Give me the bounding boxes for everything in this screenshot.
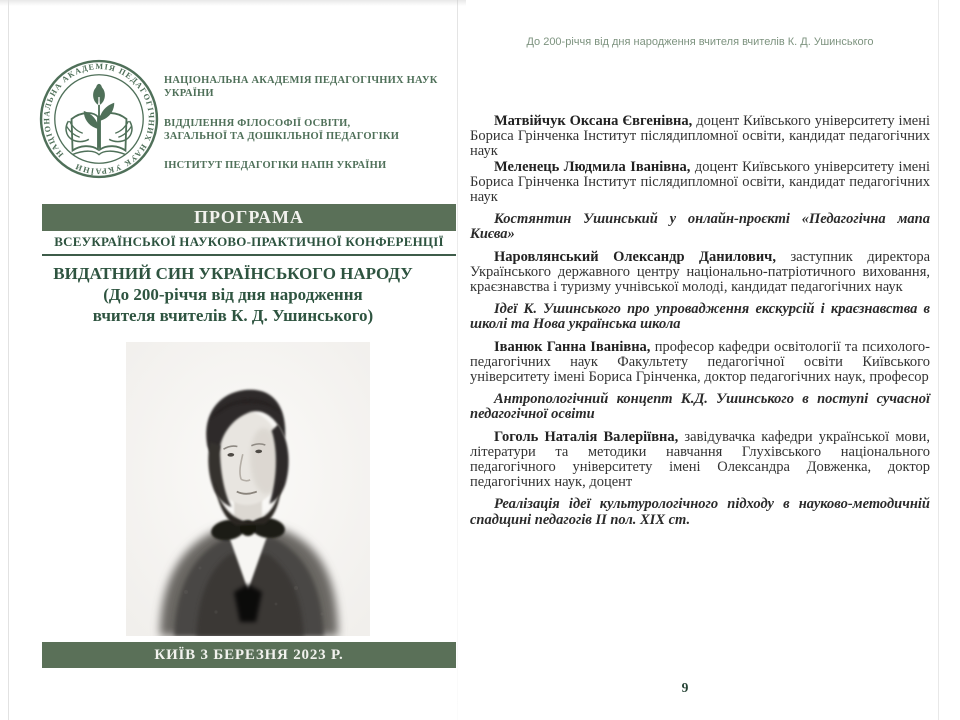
divider-rule	[42, 254, 456, 256]
speaker-entry: Гоголь Наталія Валеріївна, завідувачка кафедри української мови, літератури та методики навчання Глухівського національного педагогічного університету імені Олександра Довженка, доктор педагогічних наук, доцент	[470, 428, 930, 491]
speaker-name: Іванюк Ганна Іванівна,	[494, 338, 651, 355]
napn-seal-icon	[38, 58, 160, 180]
org-department	[164, 117, 440, 143]
date-banner: КИЇВ 3 БЕРЕЗНЯ 2023 Р.	[42, 642, 456, 668]
entries-list	[470, 114, 930, 535]
speaker-entry: Іванюк Ганна Іванівна, професор кафедри освітології та психолого-педагогічних наук Факультету педагогічної освіти Київського університету імені Бориса Грінченка, доктор педагогічних наук, професор	[470, 338, 931, 386]
conference-title-line3: вчителя вчителів К. Д. Ушинського)	[92, 306, 374, 325]
speaker-entry: Наровлянський Олександр Данилович, заступник директора Українського державного центру національно-патріотичного виховання, краєзнавства і туризму учнівської молоді, кандидат педагогічних наук	[470, 248, 931, 296]
conference-type: ВСЕУКРАЇНСЬКОЇ НАУКОВО-ПРАКТИЧНОЇ КОНФЕРЕНЦІЇ	[54, 234, 444, 249]
org-academy: НАЦІОНАЛЬНА АКАДЕМІЯ ПЕДАГОГІЧНИХ НАУК УКРАЇНИ	[164, 75, 438, 99]
ushynsky-portrait	[126, 342, 370, 636]
speaker-entry: Матвійчук Оксана Євгенівна, доцент Київського університету імені Бориса Грінченка Інститут післядипломної освіти, кандидат педагогічних наук	[470, 113, 930, 160]
session-topic: Реалізація ідеї культурологічного підходу в науково-методичній спадщині педагогів II пол. XIX ст.	[470, 496, 930, 528]
speaker-name: Наровлянський Олександр Данилович,	[494, 248, 776, 265]
speaker-name: Меленець Людмила Іванівна,	[494, 158, 691, 175]
program-banner: ПРОГРАМА	[42, 204, 456, 231]
seal-ring-text: НАЦІОНАЛЬНА АКАДЕМІЯ ПЕДАГОГІЧНИХ НАУК УКРАЇНИ	[42, 62, 156, 176]
conference-title-line2: (До 200-річчя від дня народження	[103, 285, 363, 304]
session-topic: Ідеї К. Ушинського про упровадження екскурсій і краєзнавства в школі та Нова українська школа	[470, 301, 930, 333]
page-right-edge	[938, 0, 939, 720]
org-department-line2: ЗАГАЛЬНОЇ ТА ДОШКІЛЬНОЇ ПЕДАГОГІКИ	[164, 131, 400, 142]
program-page	[460, 0, 938, 720]
speaker-name: Матвійчук Оксана Євгенівна,	[494, 113, 693, 129]
conference-title	[20, 263, 446, 326]
speaker-entry: Меленець Людмила Іванівна, доцент Київського університету імені Бориса Грінченка Інститут післядипломної освіти, кандидат педагогічних наук	[470, 158, 930, 206]
organization-block	[164, 74, 440, 172]
conference-title-line1: ВИДАТНИЙ СИН УКРАЇНСЬКОГО НАРОДУ	[53, 264, 413, 283]
session-topic: Антропологічний концепт К.Д. Ушинського в поступі сучасної педагогічної освіти	[470, 391, 930, 423]
session-topic: Костянтин Ушинський у онлайн-проєкті «Педагогічна мапа Києва»	[470, 211, 930, 243]
org-institute: ІНСТИТУТ ПЕДАГОГІКИ НАПН УКРАЇНИ	[164, 160, 387, 171]
page-number: 9	[681, 680, 689, 695]
speaker-name: Гоголь Наталія Валеріївна,	[494, 428, 679, 445]
running-head: До 200-річчя від дня народження вчителя вчителів К. Д. Ушинського	[526, 36, 874, 48]
org-department-line1: ВІДДІЛЕННЯ ФІЛОСОФІЇ ОСВІТИ,	[164, 118, 351, 129]
cover-page	[8, 0, 458, 720]
